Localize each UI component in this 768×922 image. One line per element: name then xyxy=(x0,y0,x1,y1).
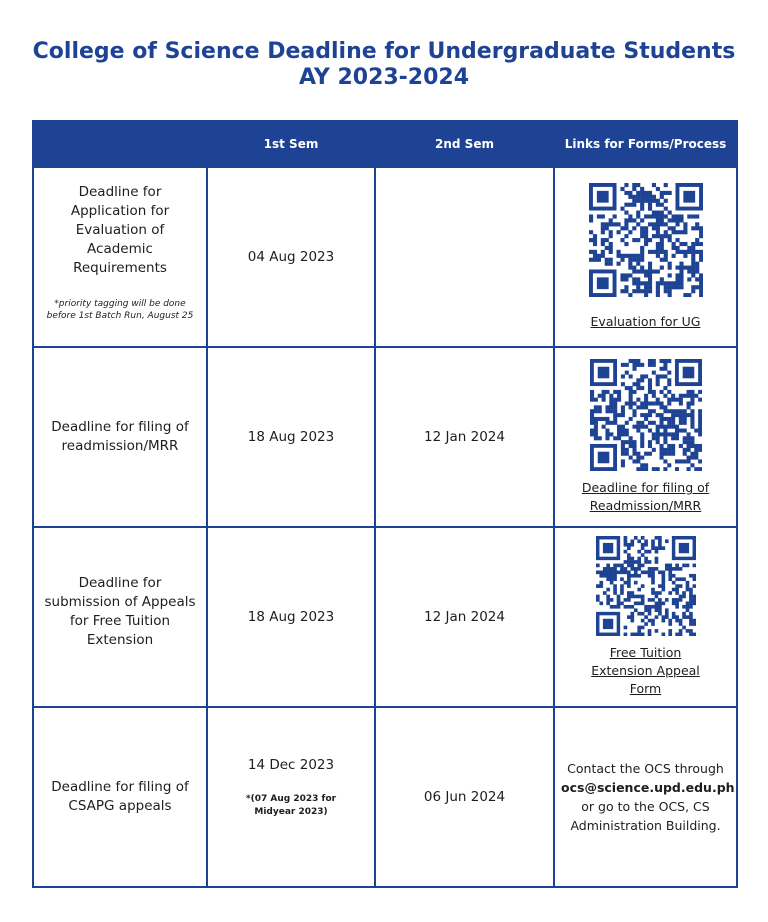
row-label-cell xyxy=(33,347,207,527)
qr-code-icon[interactable] xyxy=(596,536,696,636)
sem2-date: 12 Jan 2024 xyxy=(424,428,505,445)
sem1-date: 18 Aug 2023 xyxy=(247,428,335,445)
sem2-date: 06 Jun 2024 xyxy=(423,788,506,805)
sem2-date: 12 Jan 2024 xyxy=(424,608,505,625)
link-cell xyxy=(554,527,737,707)
header-2nd-sem: 2nd Sem xyxy=(375,121,554,167)
qr-code-icon[interactable] xyxy=(589,183,703,297)
page-subtitle: AY 2023-2024 xyxy=(298,65,470,90)
contact-cell xyxy=(554,707,737,887)
link-cell xyxy=(554,347,737,527)
table-row xyxy=(33,707,737,887)
contact-text xyxy=(561,759,735,835)
table-row xyxy=(33,167,737,347)
contact-email[interactable]: ocs@science.upd.edu.ph xyxy=(561,780,735,795)
row-label: Deadline for filing of CSAPG appeals xyxy=(51,779,189,814)
row-label-cell xyxy=(33,707,207,887)
sem2-cell xyxy=(375,347,554,527)
row-note: *priority tagging will be done before 1st Batch Run, August 25 xyxy=(46,298,194,321)
table-row xyxy=(33,347,737,527)
link-free-tuition-appeal[interactable]: Free Tuition Extension Appeal Form xyxy=(591,645,700,696)
sem2-cell xyxy=(375,707,554,887)
sem2-cell xyxy=(375,167,554,347)
link-cell xyxy=(554,167,737,347)
sem1-cell xyxy=(207,347,375,527)
sem1-date: 04 Aug 2023 xyxy=(247,248,335,265)
header-1st-sem: 1st Sem xyxy=(207,121,375,167)
sem1-date: 18 Aug 2023 xyxy=(247,608,335,625)
header-empty xyxy=(33,121,207,167)
link-readmission-mrr[interactable]: Deadline for filing of Readmission/MRR xyxy=(581,480,710,513)
qr-code-icon[interactable] xyxy=(590,359,702,471)
row-label: Deadline for submission of Appeals for Free Tuition Extension xyxy=(44,575,196,648)
header-links: Links for Forms/Process xyxy=(554,121,737,167)
table-row xyxy=(33,527,737,707)
row-label: Deadline for filing of readmission/MRR xyxy=(51,419,189,454)
sem1-cell xyxy=(207,707,375,887)
row-label-cell xyxy=(33,527,207,707)
sem2-cell xyxy=(375,527,554,707)
sem1-midyear-note: *(07 Aug 2023 for Midyear 2023) xyxy=(245,793,337,817)
row-label-cell xyxy=(33,167,207,347)
sem1-date: 14 Dec 2023 xyxy=(247,756,335,773)
page-title: College of Science Deadline for Undergraduate Students xyxy=(32,39,736,64)
deadline-table xyxy=(32,120,738,888)
contact-post: or go to the OCS, CS Administration Building. xyxy=(570,799,721,833)
sem1-cell xyxy=(207,527,375,707)
link-evaluation-ug[interactable]: Evaluation for UG xyxy=(590,314,701,329)
contact-pre: Contact the OCS through xyxy=(567,761,724,776)
row-label: Deadline for Application for Evaluation of Academic Requirements xyxy=(70,183,170,276)
sem1-cell xyxy=(207,167,375,347)
table-header-row xyxy=(33,121,737,167)
